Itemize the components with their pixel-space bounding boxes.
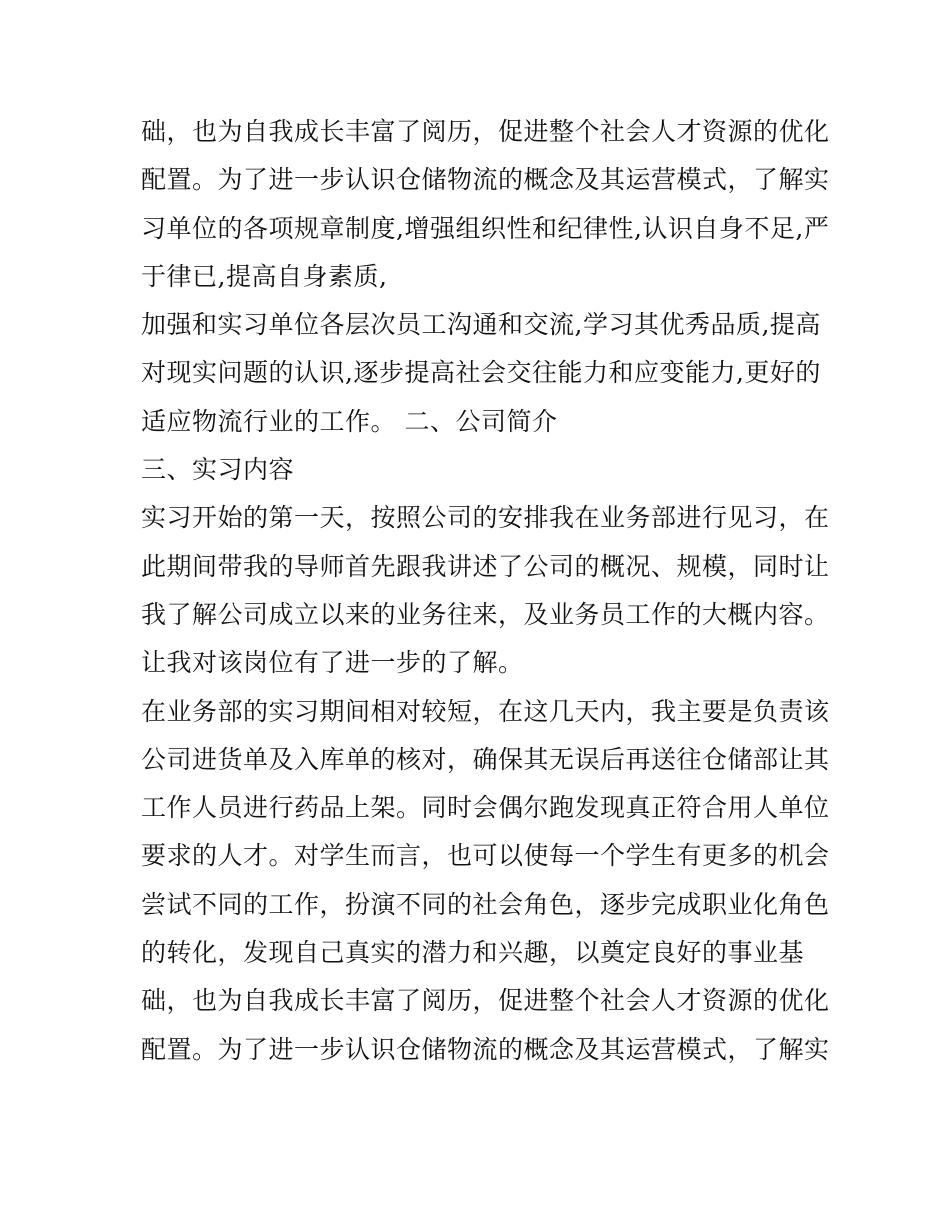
- text-line: 配置。为了进一步认识仓储物流的概念及其运营模式，了解实: [141, 1034, 830, 1064]
- text-line: 础，也为自我成长丰富了阅历，促进整个社会人才资源的优化: [141, 986, 830, 1016]
- text-line: 让我对该岗位有了进一步的了解。: [141, 648, 524, 678]
- text-line: 的转化，发现自己真实的潜力和兴趣，以奠定良好的事业基: [141, 938, 805, 968]
- document-body: [141, 108, 830, 1074]
- text-line: 于律已,提高自身素质,: [141, 261, 388, 291]
- text-line: 加强和实习单位各层次员工沟通和交流,学习其优秀品质,提高: [141, 310, 821, 340]
- text-line: 我了解公司成立以来的业务往来，及业务员工作的大概内容。: [141, 599, 830, 629]
- text-line: 此期间带我的导师首先跟我讲述了公司的概况、规模，同时让: [141, 551, 830, 581]
- text-line: 适应物流行业的工作。 二、公司简介: [141, 406, 558, 436]
- text-line: 配置。为了进一步认识仓储物流的概念及其运营模式，了解实: [141, 165, 830, 195]
- text-line: 在业务部的实习期间相对较短，在这几天内，我主要是负责该: [141, 696, 830, 726]
- text-line: 工作人员进行药品上架。同时会偶尔跑发现真正符合用人单位: [141, 793, 830, 823]
- text-line: 公司进货单及入库单的核对，确保其无误后再送往仓储部让其: [141, 744, 830, 774]
- text-line: 习单位的各项规章制度,增强组织性和纪律性,认识自身不足,严: [141, 213, 830, 243]
- text-line: 对现实问题的认识,逐步提高社会交往能力和应变能力,更好的: [141, 358, 821, 388]
- text-line: 础，也为自我成长丰富了阅历，促进整个社会人才资源的优化: [141, 117, 830, 146]
- section-heading: 三、实习内容: [141, 455, 295, 485]
- text-line: 尝试不同的工作，扮演不同的社会角色，逐步完成职业化角色: [141, 889, 830, 919]
- text-line: 实习开始的第一天，按照公司的安排我在业务部进行见习，在: [141, 503, 830, 533]
- text-line: 要求的人才。对学生而言，也可以使每一个学生有更多的机会: [141, 841, 830, 871]
